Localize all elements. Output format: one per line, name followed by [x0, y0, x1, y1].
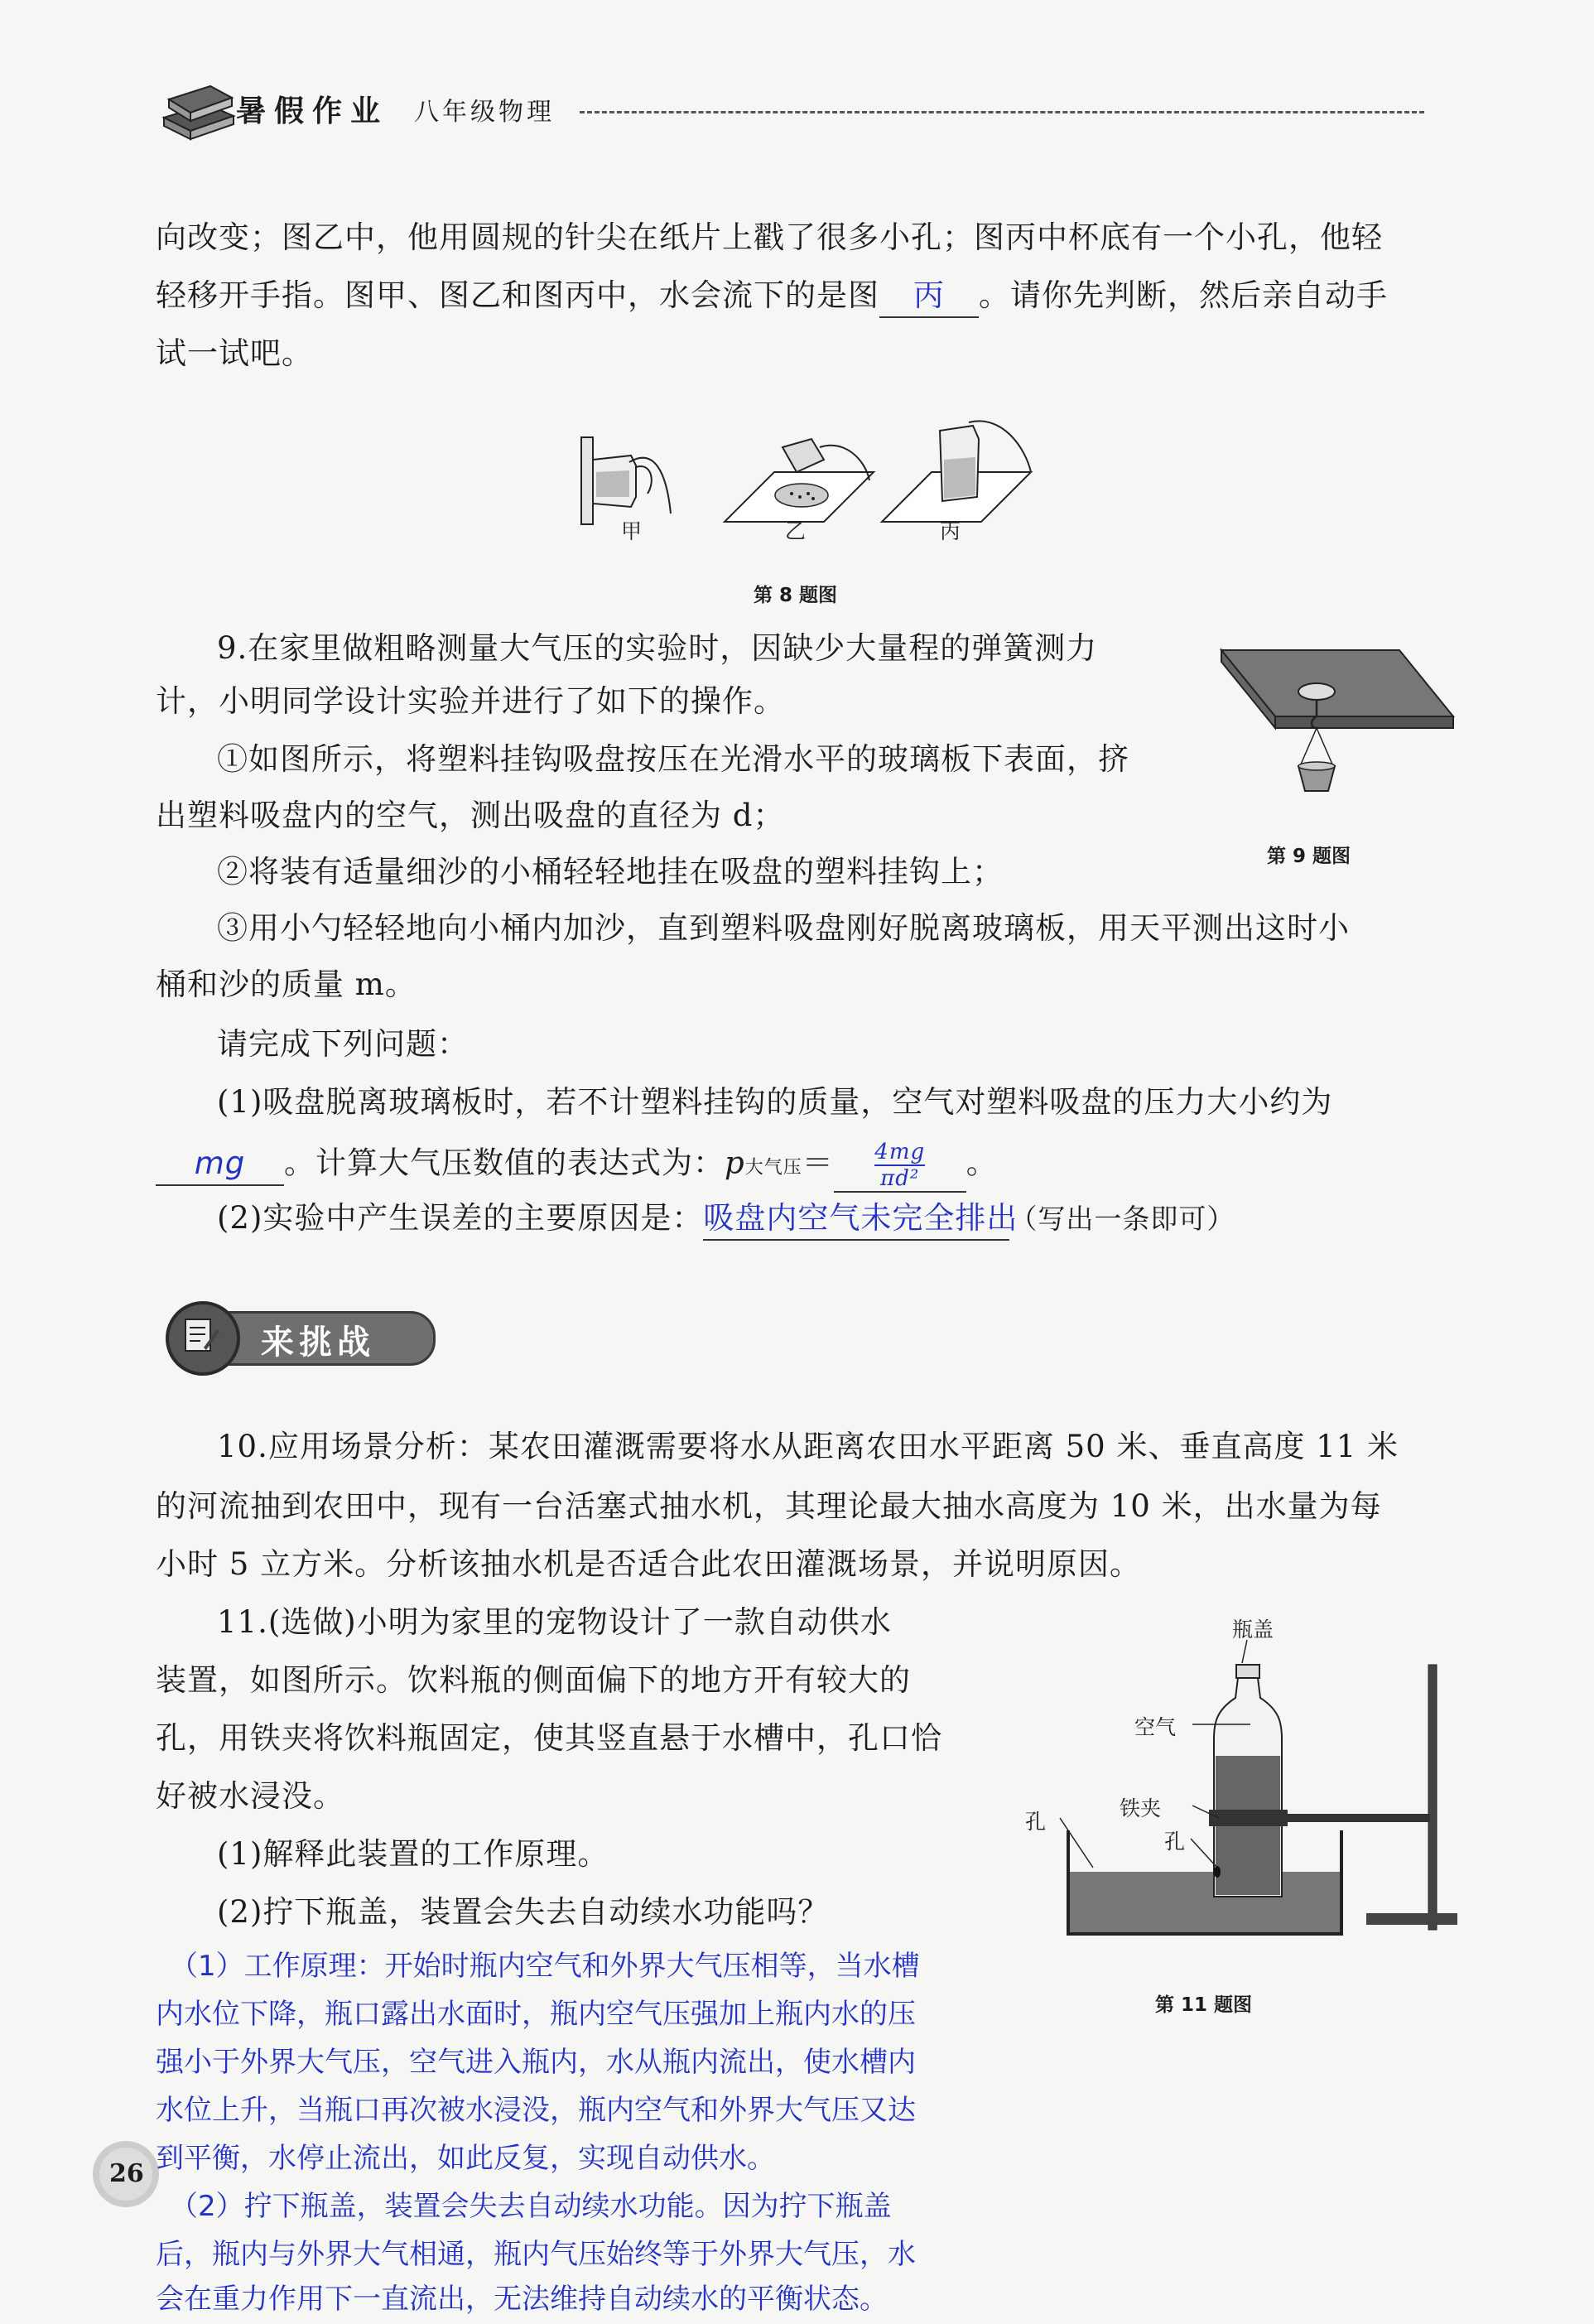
header-subtitle: 八年级物理: [414, 98, 555, 127]
q11-answer-line-3: 强小于外界大气压，空气进入瓶内，水从瓶内流出，使水槽内: [156, 2046, 916, 2079]
q9-pressure-symbol: p: [725, 1145, 745, 1181]
q11-answer-line-6: （2）拧下瓶盖，装置会失去自动续水功能。因为拧下瓶盖: [170, 2190, 892, 2223]
q9-pressure-sub: 大气压: [744, 1157, 802, 1179]
q9-formula-answer: [874, 1140, 925, 1191]
q9-line-1: 9.在家里做粗略测量大气压的实验时，因缺少大量程的弹簧测力: [217, 630, 1098, 666]
figure-9-illustration: [1217, 642, 1457, 816]
q9-prompt: 请完成下列问题：: [217, 1026, 469, 1062]
q9-sub-2-pre: (2)实验中产生误差的主要原因是：: [217, 1200, 704, 1236]
q11-answer-line-8: 会在重力作用下一直流出，无法维持自动续水的平衡状态。: [156, 2283, 888, 2316]
fig11-label-hole-left: 孔: [1025, 1810, 1047, 1834]
intro-line-3: 试一试吧。: [156, 335, 313, 371]
fig11-caption: 第 11 题图: [1155, 1994, 1253, 2016]
q9-step-1b: 出塑料吸盘内的空气，测出吸盘的直径为 d；: [156, 798, 785, 833]
fig11-label-hole-right: 孔: [1164, 1830, 1186, 1854]
fig8-cup-inverted: [581, 437, 671, 524]
q9-line-2: 计，小明同学设计实验并进行了如下的操作。: [156, 683, 785, 719]
q11-answer-line-4: 水位上升，当瓶口再次被水浸没，瓶内空气和外界大气压又达: [156, 2094, 916, 2127]
q10-line-2: 的河流抽到农田中，现有一台活塞式抽水机，其理论最大抽水高度为 10 米，出水量为每: [156, 1488, 1382, 1524]
fig8-caption: 第 8 题图: [754, 585, 838, 606]
q9-sub-1-end: 。: [966, 1145, 998, 1181]
fig11-label-cap: 瓶盖: [1232, 1618, 1274, 1642]
books-icon: [157, 75, 240, 141]
q9-sub-1-mid: 。计算大气压数值的表达式为：: [284, 1145, 725, 1181]
fig8-cup-hole: [882, 421, 1031, 522]
page-number: 26: [109, 2159, 144, 2188]
header: [149, 75, 1457, 141]
notepad-icon: [181, 1314, 220, 1356]
figure-8: [571, 414, 1035, 605]
page-number-badge: [93, 2141, 167, 2207]
fig9-caption: 第 9 题图: [1267, 846, 1351, 867]
q9-error-answer: 吸盘内空气未完全排出: [703, 1200, 1019, 1236]
q9-sub-1-answer-line: [156, 1140, 998, 1193]
q8-answer: 丙: [913, 277, 945, 313]
fig11-label-clamp: 铁夹: [1120, 1796, 1162, 1820]
section-banner: [157, 1296, 443, 1375]
q11-line-4: 好被水浸没。: [156, 1778, 344, 1814]
fig8-card-holes: [725, 439, 874, 522]
q11-answer-line-7: 后，瓶内与外界大气相通，瓶内气压始终等于外界大气压，水: [156, 2238, 916, 2271]
q9-sub-2: [217, 1198, 1235, 1241]
fig8-label-yi: 乙: [785, 519, 807, 543]
fig8-label-bing: 丙: [940, 519, 961, 543]
q10-line-1: 10.应用场景分析：某农田灌溉需要将水从距离农田水平距离 50 米、垂直高度 11 米: [217, 1429, 1399, 1464]
figure-11: [1002, 1618, 1466, 2029]
q11-sub-1: (1)解释此装置的工作原理。: [217, 1836, 609, 1872]
q11-line-3: 孔，用铁夹将饮料瓶固定，使其竖直悬于水槽中，孔口恰: [156, 1720, 942, 1756]
header-divider: [580, 111, 1424, 113]
q9-step-2: ②将装有适量细沙的小桶轻轻地挂在吸盘的塑料挂钩上；: [217, 854, 1004, 890]
fig8-label-jia: 甲: [621, 519, 643, 543]
q9-step-3b: 桶和沙的质量 m。: [156, 967, 417, 1002]
fig11-label-air: 空气: [1134, 1715, 1177, 1739]
intro-line-2-post: 。请你先判断，然后亲自动手: [979, 277, 1388, 313]
q11-sub-2: (2)拧下瓶盖，装置会失去自动续水功能吗？: [217, 1894, 830, 1930]
section-title: 来挑战: [261, 1324, 375, 1362]
q11-answer-line-5: 到平衡，水停止流出，如此反复，实现自动供水。: [156, 2142, 775, 2175]
q9-sub-2-post: （写出一条即可）: [1009, 1203, 1235, 1235]
header-title: 暑假作业: [236, 94, 389, 128]
figure-11-illustration: [1002, 1632, 1466, 1946]
q9-step-3a: ③用小勺轻轻地向小桶内加沙，直到塑料吸盘刚好脱离玻璃板，用天平测出这时小: [217, 910, 1350, 946]
q9-equals: ＝: [802, 1145, 834, 1181]
q9-formula-num: 4mg: [874, 1140, 926, 1164]
q9-formula-den: πd²: [880, 1166, 920, 1191]
q9-force-answer: mg: [194, 1145, 246, 1181]
q11-line-2: 装置，如图所示。饮料瓶的侧面偏下的地方开有较大的: [156, 1662, 911, 1698]
q11-answer-line-2: 内水位下降，瓶口露出水面时，瓶内空气压强加上瓶内水的压: [156, 1998, 916, 2031]
q10-line-3: 小时 5 立方米。分析该抽水机是否适合此农田灌溉场景，并说明原因。: [156, 1546, 1142, 1582]
intro-line-1: 向改变；图乙中，他用圆规的针尖在纸片上戳了很多小孔；图丙中杯底有一个小孔，他轻: [156, 219, 1383, 255]
figure-9: [1217, 642, 1457, 874]
intro-line-2: [156, 275, 1388, 318]
intro-line-2-pre: 轻移开手指。图甲、图乙和图丙中，水会流下的是图: [156, 277, 879, 313]
q9-step-1a: ①如图所示，将塑料挂钩吸盘按压在光滑水平的玻璃板下表面，挤: [217, 741, 1129, 777]
q11-answer-line-1: （1）工作原理：开始时瓶内空气和外界大气压相等，当水槽: [170, 1950, 920, 1983]
q11-line-1: 11.(选做)小明为家里的宠物设计了一款自动供水: [217, 1604, 892, 1640]
q9-sub-1: (1)吸盘脱离玻璃板时，若不计塑料挂钩的质量，空气对塑料吸盘的压力大小约为: [217, 1084, 1333, 1120]
